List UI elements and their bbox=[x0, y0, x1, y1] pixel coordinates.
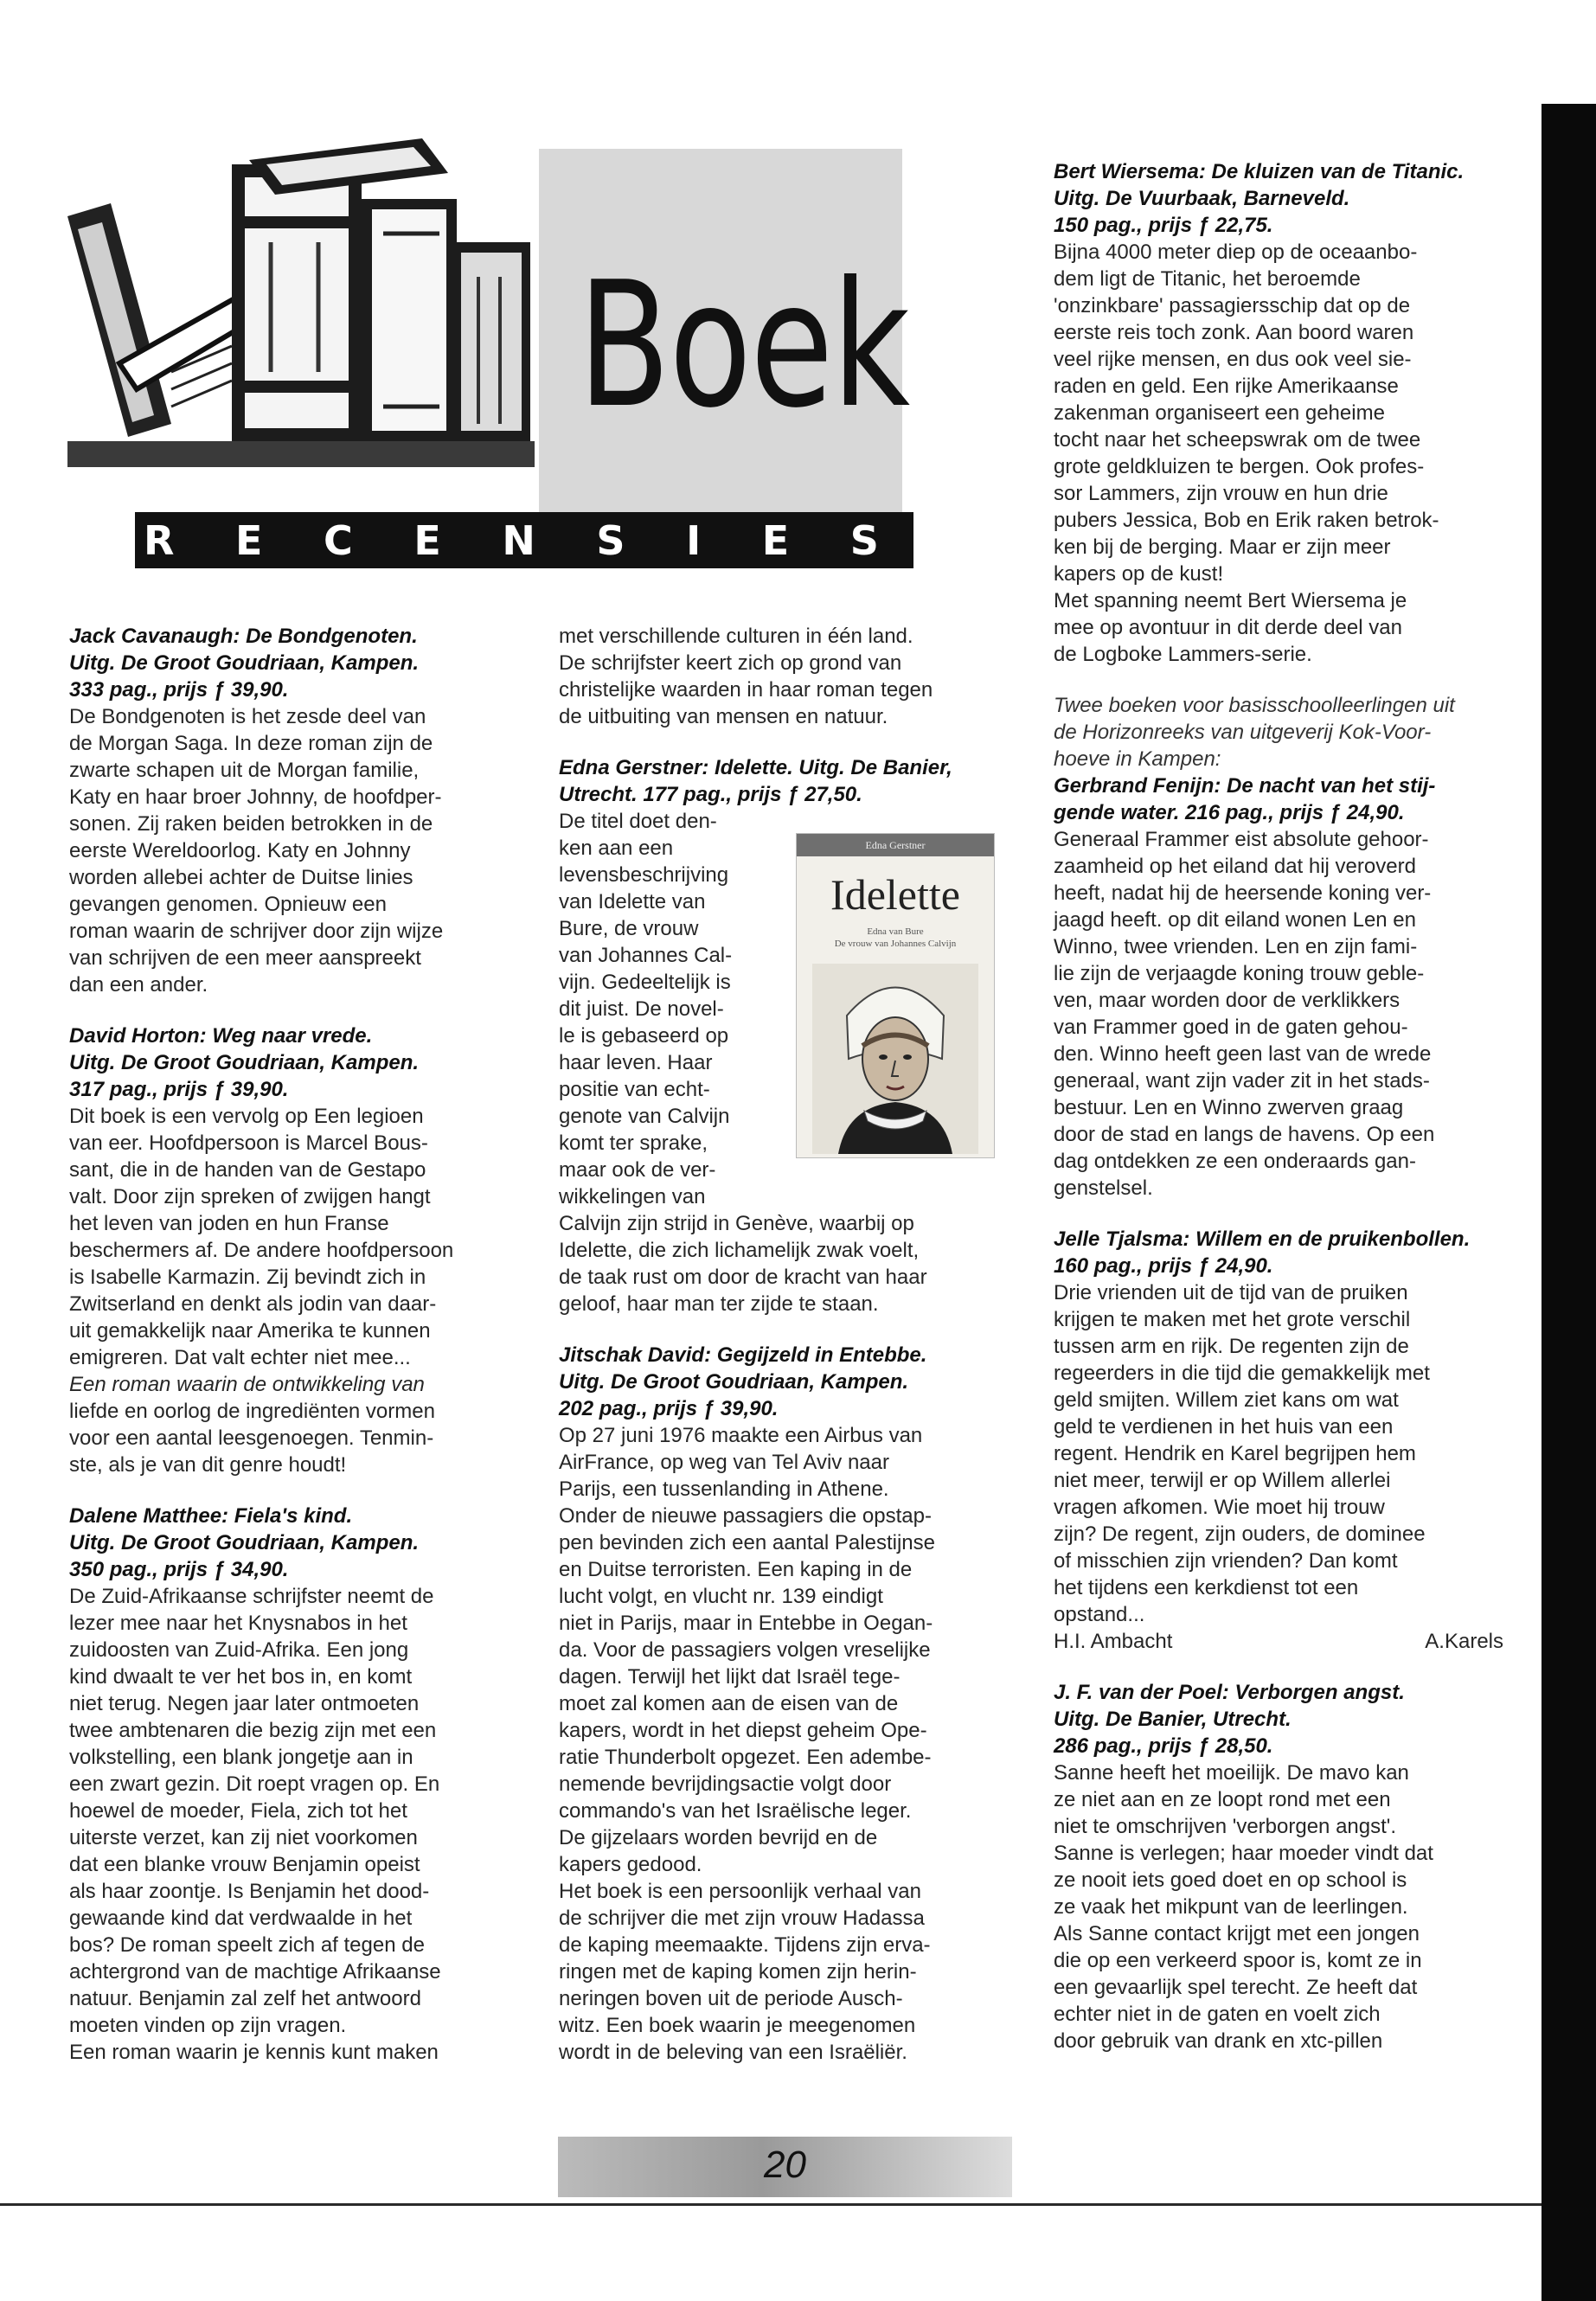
review-body: Drie vrienden uit de tijd van de pruiken krijgen te maken met het grote verschil tussen arm en rijk. De regenten zijn de regeerders in die tijd die gemakkelijk met geld smijten. Willem ziet kans om wat geld te verdienen in het huis van een regent. Hendrik en Karel begrijpen hem niet meer, terwijl er op Willem allerlei vragen afkomen. Wie moet hij trouw zijn? De regent, zijn ouders, de dominee of misschien zijn vrienden? Dan komt het tijdens een kerkdienst tot een opstand... bbox=[1054, 1281, 1430, 1626]
review-fielas-kind-continued bbox=[559, 623, 1009, 730]
recensies-letter: E bbox=[234, 516, 263, 564]
review-body: Op 27 juni 1976 maakte een Airbus van AirFrance, op weg van Tel Aviv naar Parijs, een tussenlanding in Athene. Onder de nieuwe passagiers die opstap- pen bevinden zich een aantal Palestijnse en Duitse terroristen. Een kaping in de lucht volgt, en vlucht nr. 139 eindigt niet in Parijs, maar in Entebbe in Oegan- da. Voor de passagiers volgen vreselijke dagen. Terwijl het lijkt dat Israël tege- moet zal komen aan de eisen van de kapers, wordt in het diepst geheim Ope- ratie Thunderbolt opgezet. Een adembe- nemende bevrijdingsactie volgt door commando's van het Israëlische leger. De gijzelaars worden bevrijd en de kapers gedood. Het boek is een persoonlijk verhaal van de schrijver die met zijn vrouw Hadassa de kaping meemaakte. Tijdens zijn erva- ringen met de kaping komen zijn herin- neringen boven uit de periode Ausch- witz. Een boek waarin je meegenomen wordt in de beleving van een Israëliër. bbox=[559, 1424, 935, 2064]
recensies-letter: R bbox=[144, 516, 175, 564]
section-intro: Twee boeken voor basisschoolleerlingen uit de Horizonreeks van uitgeverij Kok-Voor- hoeve in Kampen: bbox=[1054, 694, 1455, 771]
review-willem-en-de-pruikenbollen bbox=[1054, 1226, 1503, 1655]
review-body-end: liefde en oorlog de ingrediënten vormen voor een aantal leesgenoegen. Tenmin- ste, als je van dit genre houdt! bbox=[69, 1400, 435, 1477]
masthead bbox=[59, 112, 924, 571]
review-body: Sanne heeft het moeilijk. De mavo kan ze niet aan en ze loopt rond met een niet te omschrijven 'verborgen angst'. Sanne is verlegen; haar moeder vindt dat ze nooit iets goed doet en op school is ze vaak het mikpunt van de leerlingen. Als Sanne contact krijgt met een jongen die op een verkeerd spoor is, komt ze in een gevaarlijk spel terecht. Ze heeft dat echter niet in de gaten en voelt zich door gebruik van drank en xtc-pillen bbox=[1054, 1761, 1433, 2053]
column-3 bbox=[1054, 158, 1503, 2079]
scan-edge-bar bbox=[1542, 104, 1596, 2301]
review-body: Dit boek is een vervolg op Een legioen van eer. Hoofdpersoon is Marcel Bous- sant, die in de handen van de Gestapo valt. Door zijn spreken of zwijgen hangt het leven van joden en hun Franse beschermers af. De andere hoofdpersoon is Isabelle Karmazin. Zij bevindt zich in Zwitserland en denkt als jodin van daar- uit gemakkelijk naar Amerika te kunnen emigreren. Dat valt echter niet mee... bbox=[69, 1105, 454, 1369]
cover-title: Idelette bbox=[830, 870, 960, 919]
review-body: De Zuid-Afrikaanse schrijfster neemt de lezer mee naar het Knysnabos in het zuidoosten van Zuid-Afrika. Een jong kind dwaalt te ver het bos in, en komt niet terug. Negen jaar later ontmoeten twee ambtenaren die bezig zijn met een volkstelling, een blank jongetje aan in een zwart gezin. Dit roept vragen op. En hoewel de moeder, Fiela, zich tot het uiterste verzet, kan zij niet voorkomen dat een blanke vrouw Benjamin opeist als haar zoontje. Is Benjamin het dood- gewaande kind dat verdwaalde in het bos? De roman speelt zich af tegen de achtergrond van de machtige Afrikaanse natuur. Benjamin zal zelf het antwoord moeten vinden op zijn vragen. Een roman waarin je kennis kunt maken bbox=[69, 1585, 441, 2064]
cover-subtitle bbox=[797, 926, 994, 950]
idelette-book-cover bbox=[796, 833, 995, 1158]
review-body-narrow: De titel doet den- ken aan een levensbeschrijving van Idelette van Bure, de vrouw van Johannes Cal- vijn. Gedeeltelijk is dit juist. De novel- le is gebaseerd op haar leven. Haar positie van echt- genote van Calvijn komt ter sprake, maar ook de ver- wikkelingen van bbox=[559, 810, 733, 1208]
review-heading: Jitschak David: Gegijzeld in Entebbe. Uitg. De Groot Goudriaan, Kampen. 202 pag., prijs ƒ 39,90. bbox=[559, 1343, 927, 1420]
review-kluizen-van-de-titanic bbox=[1054, 158, 1503, 668]
review-heading: J. F. van der Poel: Verborgen angst. Uitg. De Banier, Utrecht. 286 pag., prijs ƒ 28,50. bbox=[1054, 1681, 1405, 1758]
recensies-banner bbox=[135, 512, 913, 568]
recensies-letter: E bbox=[761, 516, 790, 564]
review-body: Generaal Frammer eist absolute gehoor- zaamheid op het eiland dat hij veroverd heeft, nadat hij de heersende koning ver- jaagd heeft. op dit eiland wonen Len en Winno, twee vrienden. Len en zijn fami- lie zijn de verjaagde koning trouw geble- ven, maar worden door de verklikkers van Frammer goed in de gaten gehou- den. Winno heeft geen last van de wrede generaal, want zijn vader zit in het stads- bestuur. Len en Winno zwerven graag door de stad en langs de havens. Op een dag ontdekken ze een onderaards gan- genstelsel. bbox=[1054, 828, 1435, 1200]
review-gegijzeld-in-entebbe bbox=[559, 1342, 1009, 2066]
recensies-letter: N bbox=[502, 516, 535, 564]
review-heading: Gerbrand Fenijn: De nacht van het stij- gende water. 216 pag., prijs ƒ 24,90. bbox=[1054, 774, 1436, 824]
review-body: De Bondgenoten is het zesde deel van de Morgan Saga. In deze roman zijn de zwarte schapen uit de Morgan familie, Katy en haar broer Johnny, de hoofdper- sonen. Zij raken beiden betrokken in de eerste Wereldoorlog. Katy en Johnny worden allebei achter de Duitse linies gevangen genomen. Opnieuw een roman waarin de schrijver door zijn wijze van schrijven de een meer aanspreekt dan een ander. bbox=[69, 705, 444, 997]
review-nacht-van-het-stijgende-water bbox=[1054, 692, 1503, 1202]
review-heading: Jelle Tjalsma: Willem en de pruikenbollen. 160 pag., prijs ƒ 24,90. bbox=[1054, 1227, 1471, 1278]
review-heading: Edna Gerstner: Idelette. Uitg. De Banier, Utrecht. 177 pag., prijs ƒ 27,50. bbox=[559, 756, 952, 806]
cover-subtitle-line: Edna van Bure bbox=[867, 926, 924, 937]
signature-name: A.Karels bbox=[1425, 1630, 1503, 1653]
review-body-italic: Een roman waarin de ontwikkeling van bbox=[69, 1373, 425, 1396]
cover-author: Edna Gerstner bbox=[797, 834, 994, 856]
page-bottom-rule bbox=[0, 2203, 1542, 2206]
recensies-letter: I bbox=[686, 516, 702, 564]
masthead-title: Boek bbox=[578, 245, 909, 446]
page-number-band bbox=[558, 2137, 1012, 2197]
review-body: Bijna 4000 meter diep op de oceaanbo- dem ligt de Titanic, het beroemde 'onzinkbare' passagiersschip dat op de eerste reis toch zonk. Aan boord waren veel rijke mensen, en dus ook veel sie- raden en geld. Een rijke Amerikaanse zakenman organiseert een geheime tocht naar het scheepswrak om de twee grote geldkluizen te bergen. Ook profes- sor Lammers, zijn vrouw en hun drie pubers Jessica, Bob en Erik raken betrok- ken bij de berging. Maar er zijn meer kapers op de kust! Met spanning neemt Bert Wiersema je mee op avontuur in dit derde deel van de Logboke Lammers-serie. bbox=[1054, 240, 1439, 666]
review-bondgenoten bbox=[69, 623, 519, 998]
recensies-letter: S bbox=[596, 516, 625, 564]
review-body: met verschillende culturen in één land. De schrijfster keert zich op grond van christelijke waarden in haar roman tegen de uitbuiting van mensen en natuur. bbox=[559, 625, 933, 728]
review-heading: David Horton: Weg naar vrede. Uitg. De Groot Goudriaan, Kampen. 317 pag., prijs ƒ 39,90. bbox=[69, 1024, 420, 1101]
recensies-letter: S bbox=[849, 516, 879, 564]
signature-place: H.I. Ambacht bbox=[1054, 1630, 1173, 1653]
recensies-letter: C bbox=[323, 516, 353, 564]
review-fielas-kind bbox=[69, 1503, 519, 2066]
portrait-illustration bbox=[812, 964, 978, 1154]
review-heading: Jack Cavanaugh: De Bondgenoten. Uitg. De Groot Goudriaan, Kampen. 333 pag., prijs ƒ 39,90. bbox=[69, 625, 420, 702]
books-illustration bbox=[59, 112, 543, 519]
review-heading: Bert Wiersema: De kluizen van de Titanic. Uitg. De Vuurbaak, Barneveld. 150 pag., prijs ƒ 22,75. bbox=[1054, 160, 1465, 237]
column-1 bbox=[69, 623, 519, 2090]
recensies-letters bbox=[144, 512, 879, 568]
page-number: 20 bbox=[764, 2144, 806, 2186]
recensies-letter: E bbox=[413, 516, 441, 564]
review-verborgen-angst bbox=[1054, 1679, 1503, 2054]
review-weg-naar-vrede bbox=[69, 1022, 519, 1478]
cover-subtitle-line: De vrouw van Johannes Calvijn bbox=[834, 939, 957, 949]
reviewer-signature bbox=[1054, 1628, 1503, 1655]
review-heading: Dalene Matthee: Fiela's kind. Uitg. De Groot Goudriaan, Kampen. 350 pag., prijs ƒ 34,90. bbox=[69, 1504, 420, 1581]
review-body: Calvijn zijn strijd in Genève, waarbij op Idelette, die zich lichamelijk zwak voelt, de taak rust om door de kracht van haar geloof, haar man ter zijde te staan. bbox=[559, 1212, 927, 1316]
